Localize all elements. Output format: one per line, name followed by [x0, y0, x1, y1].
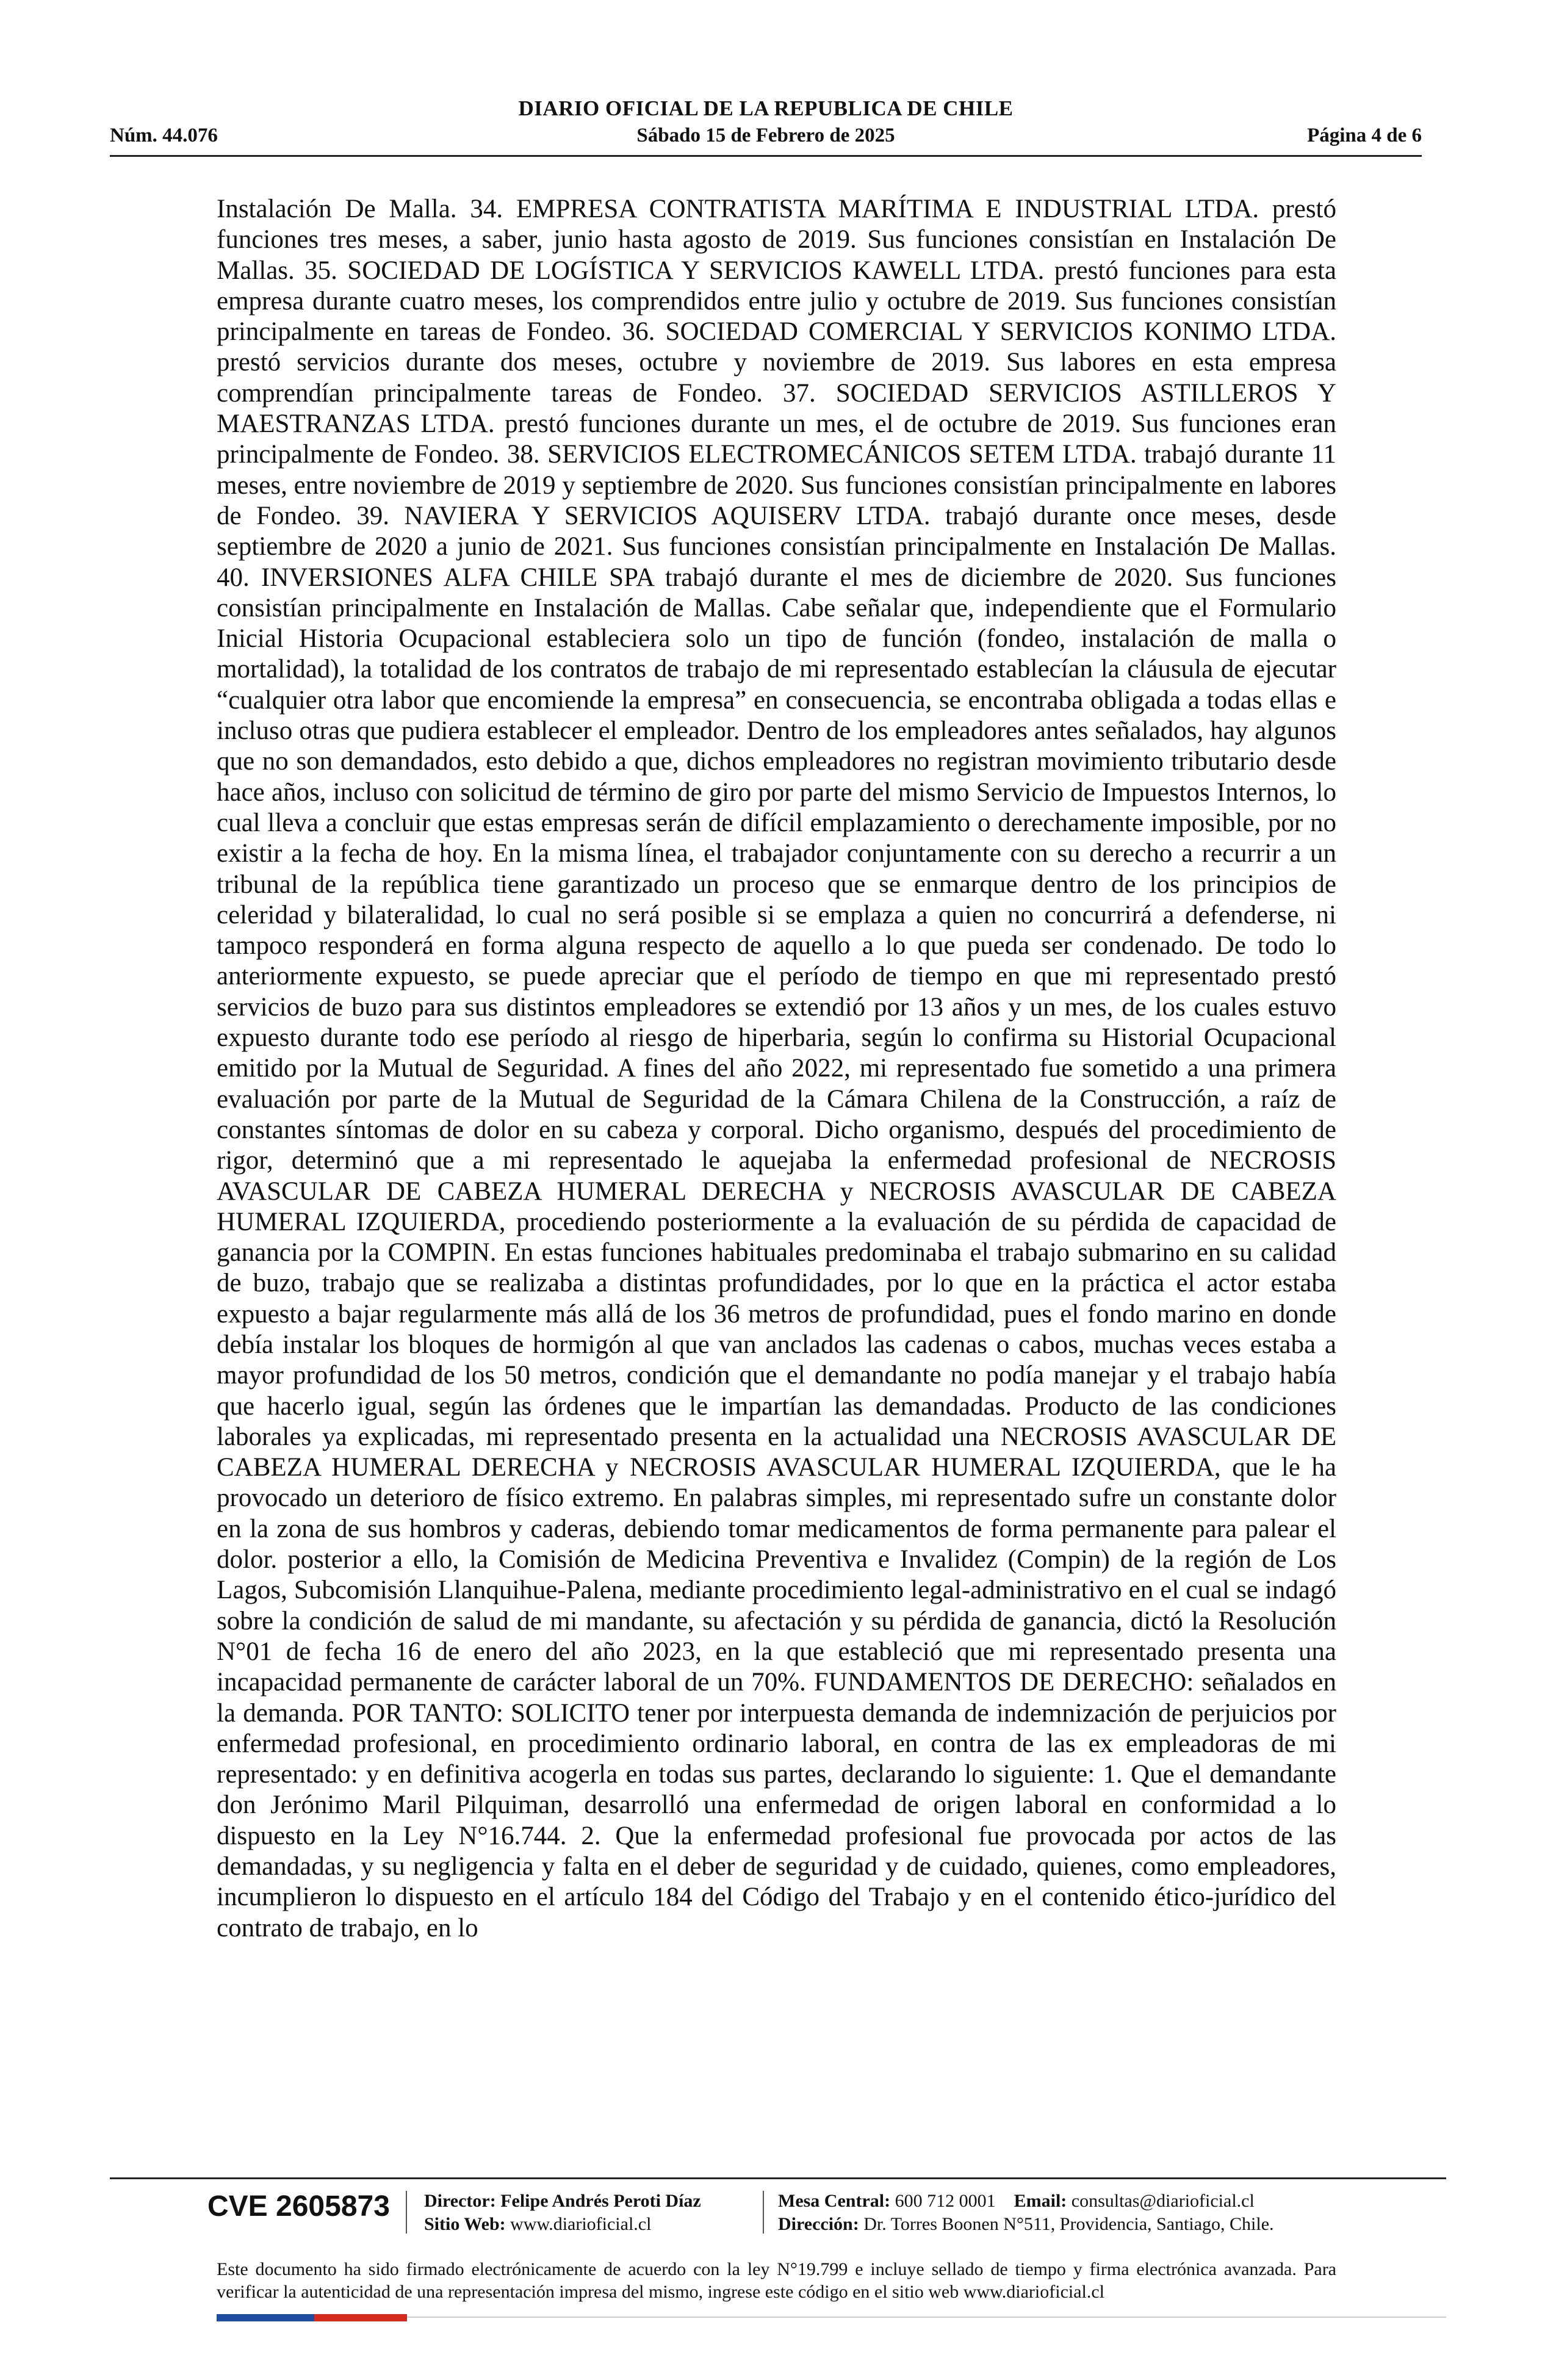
publication-title: DIARIO OFICIAL DE LA REPUBLICA DE CHILE	[518, 96, 1014, 120]
footer-contact-block	[778, 2190, 1274, 2236]
flag-stripe	[217, 2314, 407, 2321]
cve-code: CVE 2605873	[207, 2190, 390, 2223]
page-indicator: Página 4 de 6	[1307, 124, 1422, 146]
footer-separator	[406, 2191, 407, 2234]
director-label: Director: Felipe Andrés Peroti Díaz	[424, 2191, 701, 2211]
flag-rule	[407, 2317, 1446, 2318]
flag-blue-segment	[217, 2314, 314, 2321]
sitio-label: Sitio Web:	[424, 2214, 506, 2234]
direccion-label: Dirección:	[778, 2214, 859, 2234]
sitio-link[interactable]: www.diarioficial.cl	[510, 2214, 652, 2234]
header-divider	[110, 155, 1422, 157]
issue-number: Núm. 44.076	[110, 124, 218, 146]
footer-divider	[110, 2177, 1446, 2179]
direccion-value: Dr. Torres Boonen N°511, Providencia, Santiago, Chile.	[863, 2214, 1274, 2234]
flag-red-segment	[314, 2314, 407, 2321]
legal-notice: Este documento ha sido firmado electrónicamente de acuerdo con la ley N°19.799 e incluye sellado de tiempo y firma electrónica avanzada. Para verificar la autenticidad de una representación impresa del mismo, ingrese este código en el sitio web www.diarioficial.cl	[217, 2259, 1336, 2302]
header-row	[110, 124, 1422, 151]
footer-separator	[763, 2191, 764, 2234]
document-body: Instalación De Malla. 34. EMPRESA CONTRATISTA MARÍTIMA E INDUSTRIAL LTDA. prestó funciones tres meses, a saber, junio hasta agosto de 2019. Sus funciones consistían en Instalación De Mallas. 35. SOCIEDAD DE LOGÍSTICA Y SERVICIOS KAWELL LTDA. prestó funciones para esta empresa durante cuatro meses, los comprendidos entre julio y octubre de 2019. Sus funciones consistían principalmente en tareas de Fondeo. 36. SOCIEDAD COMERCIAL Y SERVICIOS KONIMO LTDA. prestó servicios durante dos meses, octubre y noviembre de 2019. Sus labores en esta empresa comprendían principalmente tareas de Fondeo. 37. SOCIEDAD SERVICIOS ASTILLEROS Y MAESTRANZAS LTDA. prestó funciones durante un mes, el de octubre de 2019. Sus funciones eran principalmente de Fondeo. 38. SERVICIOS ELECTROMECÁNICOS SETEM LTDA. trabajó durante 11 meses, entre noviembre de 2019 y septiembre de 2020. Sus funciones consistían principalmente en labores de Fondeo. 39. NAVIERA Y SERVICIOS AQUISERV LTDA. trabajó durante once meses, desde septiembre de 2020 a junio de 2021. Sus funciones consistían principalmente en Instalación De Mallas. 40. INVERSIONES ALFA CHILE SPA trabajó durante el mes de diciembre de 2020. Sus funciones consistían principalmente en Instalación de Mallas. Cabe señalar que, independiente que el Formulario Inicial Historia Ocupacional estableciera solo un tipo de función (fondeo, instalación de malla o mortalidad), la totalidad de los contratos de trabajo de mi representado establecían la cláusula de ejecutar “cualquier otra labor que encomiende la empresa” en consecuencia, se encontraba obligada a todas ellas e incluso otras que pudiera establecer el empleador. Dentro de los empleadores antes señalados, hay algunos que no son demandados, esto debido a que, dichos empleadores no registran movimiento tributario desde hace años, incluso con solicitud de término de giro por parte del mismo Servicio de Impuestos Internos, lo cual lleva a concluir que estas empresas serán de difícil emplazamiento o derechamente imposible, por no existir a la fecha de hoy. En la misma línea, el trabajador conjuntamente con su derecho a recurrir a un tribunal de la república tiene garantizado un proceso que se enmarque dentro de los principios de celeridad y bilateralidad, lo cual no será posible si se emplaza a quien no concurrirá a defenderse, ni tampoco responderá en forma alguna respecto de aquello a lo que pueda ser condenado. De todo lo anteriormente expuesto, se puede apreciar que el período de tiempo en que mi representado prestó servicios de buzo para sus distintos empleadores se extendió por 13 años y un mes, de los cuales estuvo expuesto durante todo ese período al riesgo de hiperbaria, según lo confirma su Historial Ocupacional emitido por la Mutual de Seguridad. A fines del año 2022, mi representado fue sometido a una primera evaluación por parte de la Mutual de Seguridad de la Cámara Chilena de la Construcción, a raíz de constantes síntomas de dolor en su cabeza y corporal. Dicho organismo, después del procedimiento de rigor, determinó que a mi representado le aquejaba la enfermedad profesional de NECROSIS AVASCULAR DE CABEZA HUMERAL DERECHA y NECROSIS AVASCULAR DE CABEZA HUMERAL IZQUIERDA, procediendo posteriormente a la evaluación de su pérdida de capacidad de ganancia por la COMPIN. En estas funciones habituales predominaba el trabajo submarino en su calidad de buzo, trabajo que se realizaba a distintas profundidades, por lo que en la práctica el actor estaba expuesto a bajar regularmente más allá de los 36 metros de profundidad, pues el fondo marino en donde debía instalar los bloques de hormigón al que van anclados las cadenas o cabos, muchas veces estaba a mayor profundidad de los 50 metros, condición que el demandante no podía manejar y el trabajo había que hacerlo igual, según las órdenes que le impartían las demandadas. Producto de las condiciones laborales ya explicadas, mi representado presenta en la actualidad una NECROSIS AVASCULAR DE CABEZA HUMERAL DERECHA y NECROSIS AVASCULAR HUMERAL IZQUIERDA, que le ha provocado un deterioro de físico extremo. En palabras simples, mi representado sufre un constante dolor en la zona de sus hombros y caderas, debiendo tomar medicamentos de forma permanente para palear el dolor. posterior a ello, la Comisión de Medicina Preventiva e Invalidez (Compin) de la región de Los Lagos, Subcomisión Llanquihue-Palena, mediante procedimiento legal-administrativo en el cual se indagó sobre la condición de salud de mi mandante, su afectación y su pérdida de ganancia, dictó la Resolución N°01 de fecha 16 de enero del año 2023, en la que estableció que mi representado presenta una incapacidad permanente de carácter laboral de un 70%. FUNDAMENTOS DE DERECHO: señalados en la demanda. POR TANTO: SOLICITO tener por interpuesta demanda de indemnización de perjuicios por enfermedad profesional, en procedimiento ordinario laboral, en contra de las ex empleadoras de mi representado: y en definitiva acogerla en todas sus partes, declarando lo siguiente: 1. Que el demandante don Jerónimo Maril Pilquiman, desarrolló una enfermedad de origen laboral en conformidad a lo dispuesto en la Ley N°16.744. 2. Que la enfermedad profesional fue provocada por actos de las demandadas, y su negligencia y falta en el deber de seguridad y de cuidado, quienes, como empleadores, incumplieron lo dispuesto en el artículo 184 del Código del Trabajo y en el contenido ético-jurídico del contrato de trabajo, en lo	[217, 195, 1336, 1942]
email-link[interactable]: consultas@diarioficial.cl	[1071, 2191, 1255, 2211]
page-header	[110, 92, 1422, 159]
mesa-value: 600 712 0001	[895, 2191, 996, 2211]
footer-director-block	[424, 2190, 701, 2236]
email-label: Email:	[1014, 2191, 1067, 2211]
mesa-label: Mesa Central:	[778, 2191, 891, 2211]
issue-date: Sábado 15 de Febrero de 2025	[636, 124, 895, 146]
